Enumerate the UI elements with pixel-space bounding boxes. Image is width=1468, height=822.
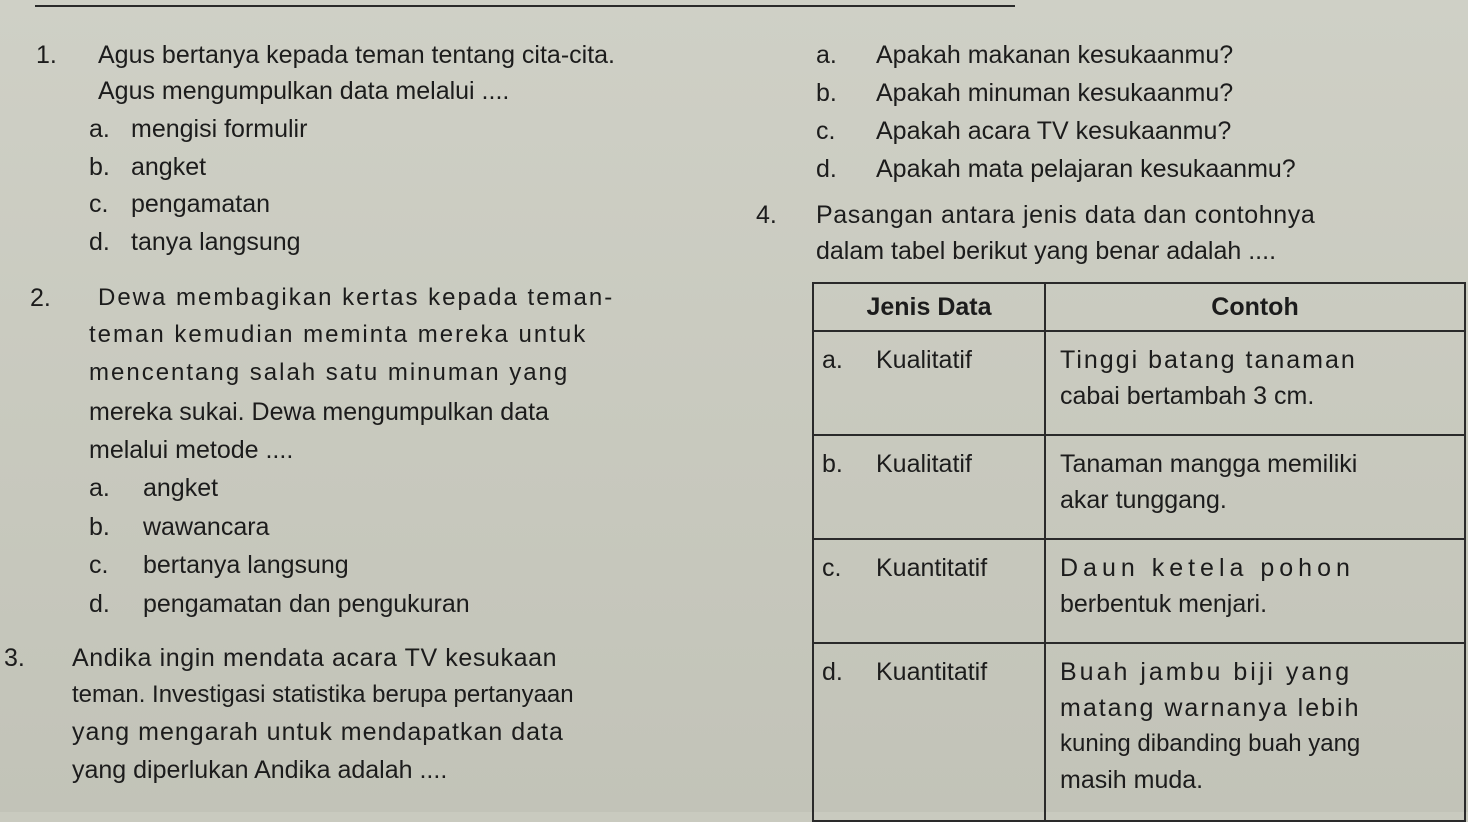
table-row bbox=[813, 643, 1465, 821]
table-row bbox=[813, 331, 1465, 435]
q3-text-line4: yang diperlukan Andika adalah .... bbox=[72, 756, 448, 784]
q2-text-line3: mencentang salah satu minuman yang bbox=[89, 359, 570, 386]
row-type: Kualitatif bbox=[872, 435, 1045, 539]
q2-number: 2. bbox=[30, 284, 51, 312]
q4-text-line1: Pasangan antara jenis data dan contohnya bbox=[816, 201, 1316, 229]
q1-option-b[interactable]: b. angket bbox=[89, 153, 207, 181]
row-letter[interactable]: b. bbox=[813, 435, 872, 539]
q2-text-line2: teman kemudian meminta mereka untuk bbox=[89, 321, 588, 348]
q1-option-a[interactable]: a. mengisi formulir bbox=[89, 115, 308, 143]
q2-text-line4: mereka sukai. Dewa mengumpulkan data bbox=[89, 398, 549, 426]
q1-option-d[interactable]: d. tanya langsung bbox=[89, 228, 301, 256]
row-letter[interactable]: d. bbox=[813, 643, 872, 821]
q2-option-a[interactable]: a. angket bbox=[89, 474, 219, 502]
q3-option-a[interactable]: a. Apakah makanan kesukaanmu? bbox=[816, 41, 1234, 69]
q3-option-b[interactable]: b. Apakah minuman kesukaanmu? bbox=[816, 79, 1234, 107]
table-row bbox=[813, 539, 1465, 643]
q3-text-line3: yang mengarah untuk mendapatkan data bbox=[72, 718, 564, 746]
row-example: Tinggi batang tanaman cabai bertambah 3 cm. bbox=[1045, 331, 1465, 435]
table-row bbox=[813, 435, 1465, 539]
q3-option-d[interactable]: d. Apakah mata pelajaran kesukaanmu? bbox=[816, 155, 1296, 183]
q3-text-line1: Andika ingin mendata acara TV kesukaan bbox=[72, 644, 558, 672]
q3-option-c[interactable]: c. Apakah acara TV kesukaanmu? bbox=[816, 117, 1232, 145]
row-type: Kualitatif bbox=[872, 331, 1045, 435]
q1-text-line1: Agus bertanya kepada teman tentang cita-cita. bbox=[98, 41, 615, 69]
data-type-table bbox=[812, 282, 1466, 822]
q1-option-c[interactable]: c. pengamatan bbox=[89, 190, 271, 218]
q2-option-b[interactable]: b. wawancara bbox=[89, 513, 270, 541]
q2-option-d[interactable]: d. pengamatan dan pengukuran bbox=[89, 590, 470, 618]
row-type: Kuantitatif bbox=[872, 643, 1045, 821]
row-letter[interactable]: c. bbox=[813, 539, 872, 643]
row-example: Tanaman mangga memiliki akar tunggang. bbox=[1045, 435, 1465, 539]
header-jenis-data: Jenis Data bbox=[813, 283, 1045, 331]
q2-option-c[interactable]: c. bertanya langsung bbox=[89, 551, 349, 579]
row-example: Buah jambu biji yang matang warnanya lebih kuning dibanding buah yang masih muda. bbox=[1045, 643, 1465, 821]
row-example: Daun ketela pohon berbentuk menjari. bbox=[1045, 539, 1465, 643]
q1-number: 1. bbox=[36, 41, 57, 69]
row-type: Kuantitatif bbox=[872, 539, 1045, 643]
q3-text-line2: teman. Investigasi statistika berupa pertanyaan bbox=[72, 681, 574, 708]
q4-number: 4. bbox=[756, 201, 777, 229]
q2-text-line1: Dewa membagikan kertas kepada teman- bbox=[98, 284, 615, 311]
q1-text-line2: Agus mengumpulkan data melalui .... bbox=[98, 77, 510, 105]
q3-number: 3. bbox=[4, 644, 25, 672]
table-header-row bbox=[813, 283, 1465, 331]
q4-text-line2: dalam tabel berikut yang benar adalah .... bbox=[816, 237, 1277, 265]
row-letter[interactable]: a. bbox=[813, 331, 872, 435]
q2-text-line5: melalui metode .... bbox=[89, 436, 294, 464]
header-contoh: Contoh bbox=[1045, 283, 1465, 331]
top-rule bbox=[35, 5, 1015, 7]
